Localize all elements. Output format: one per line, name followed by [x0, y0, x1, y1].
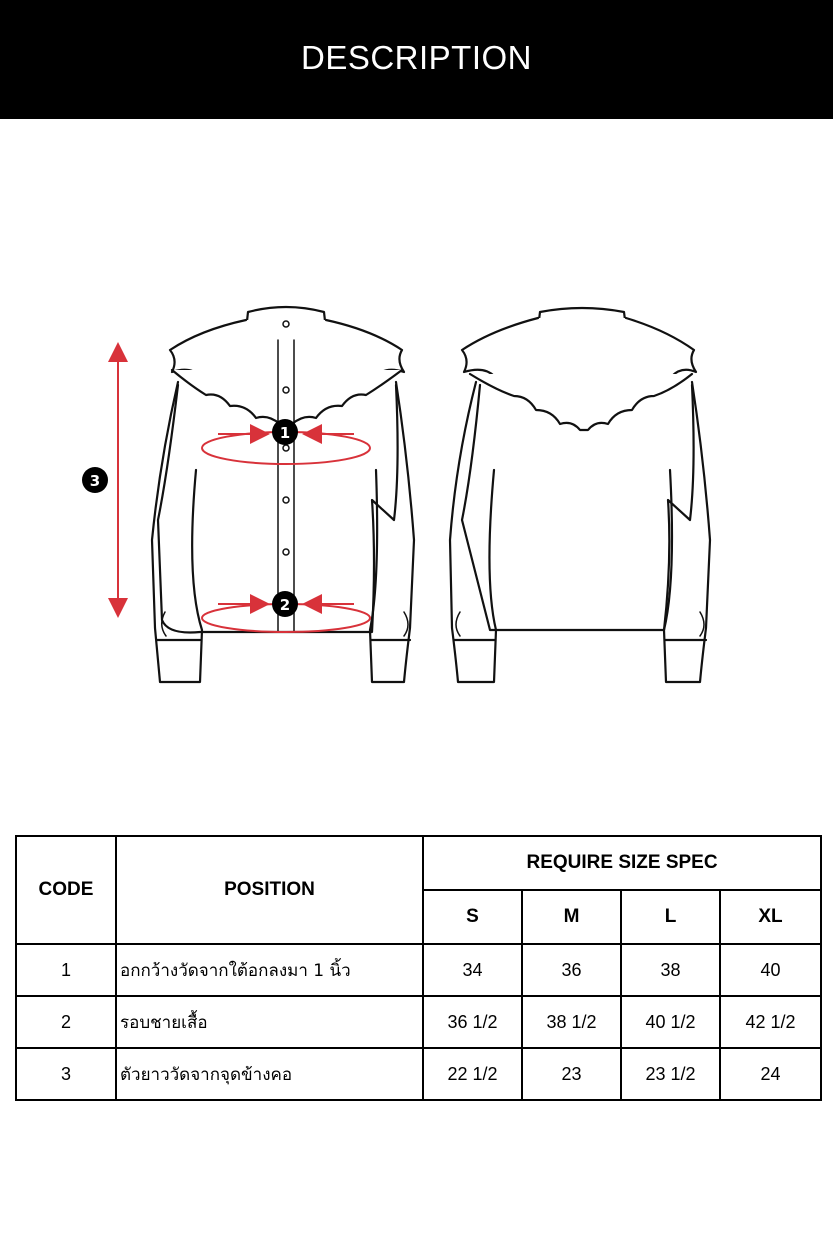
- row-value-s: 34: [423, 944, 522, 996]
- table-row: [16, 996, 821, 1048]
- row-value-xl: 42 1/2: [720, 996, 821, 1048]
- row-position: อกกว้างวัดจากใต้อกลงมา 1 นิ้ว: [116, 944, 423, 996]
- marker-2: [272, 591, 298, 617]
- svg-text:2: 2: [279, 596, 291, 614]
- row-value-s: 22 1/2: [423, 1048, 522, 1100]
- header-size-m: M: [522, 890, 621, 944]
- row-value-m: 36: [522, 944, 621, 996]
- row-value-l: 40 1/2: [621, 996, 720, 1048]
- marker-1: [272, 419, 298, 445]
- size-spec-table: [15, 835, 822, 1101]
- header-size-xl: XL: [720, 890, 821, 944]
- header-size-s: S: [423, 890, 522, 944]
- header-require-size-spec: REQUIRE SIZE SPEC: [423, 836, 821, 890]
- row-value-xl: 40: [720, 944, 821, 996]
- row-value-s: 36 1/2: [423, 996, 522, 1048]
- row-value-m: 23: [522, 1048, 621, 1100]
- marker-3: [82, 467, 108, 493]
- back-blouse-drawing: [450, 308, 710, 682]
- row-position: ตัวยาววัดจากจุดข้างคอ: [116, 1048, 423, 1100]
- row-position: รอบชายเสื้อ: [116, 996, 423, 1048]
- row-value-xl: 24: [720, 1048, 821, 1100]
- row-value-l: 23 1/2: [621, 1048, 720, 1100]
- header-code: CODE: [16, 836, 116, 944]
- row-code: 2: [16, 996, 116, 1048]
- page-title: DESCRIPTION: [300, 38, 533, 76]
- row-value-m: 38 1/2: [522, 996, 621, 1048]
- svg-text:3: 3: [89, 472, 101, 490]
- front-blouse-drawing: [152, 307, 414, 682]
- header-bar: [0, 0, 833, 119]
- header-position: POSITION: [116, 836, 423, 944]
- row-code: 3: [16, 1048, 116, 1100]
- table-row: [16, 944, 821, 996]
- garment-illustration: [0, 290, 833, 700]
- row-code: 1: [16, 944, 116, 996]
- row-value-l: 38: [621, 944, 720, 996]
- table-header-row: [16, 836, 821, 890]
- header-size-l: L: [621, 890, 720, 944]
- table-row: [16, 1048, 821, 1100]
- svg-text:1: 1: [279, 424, 291, 442]
